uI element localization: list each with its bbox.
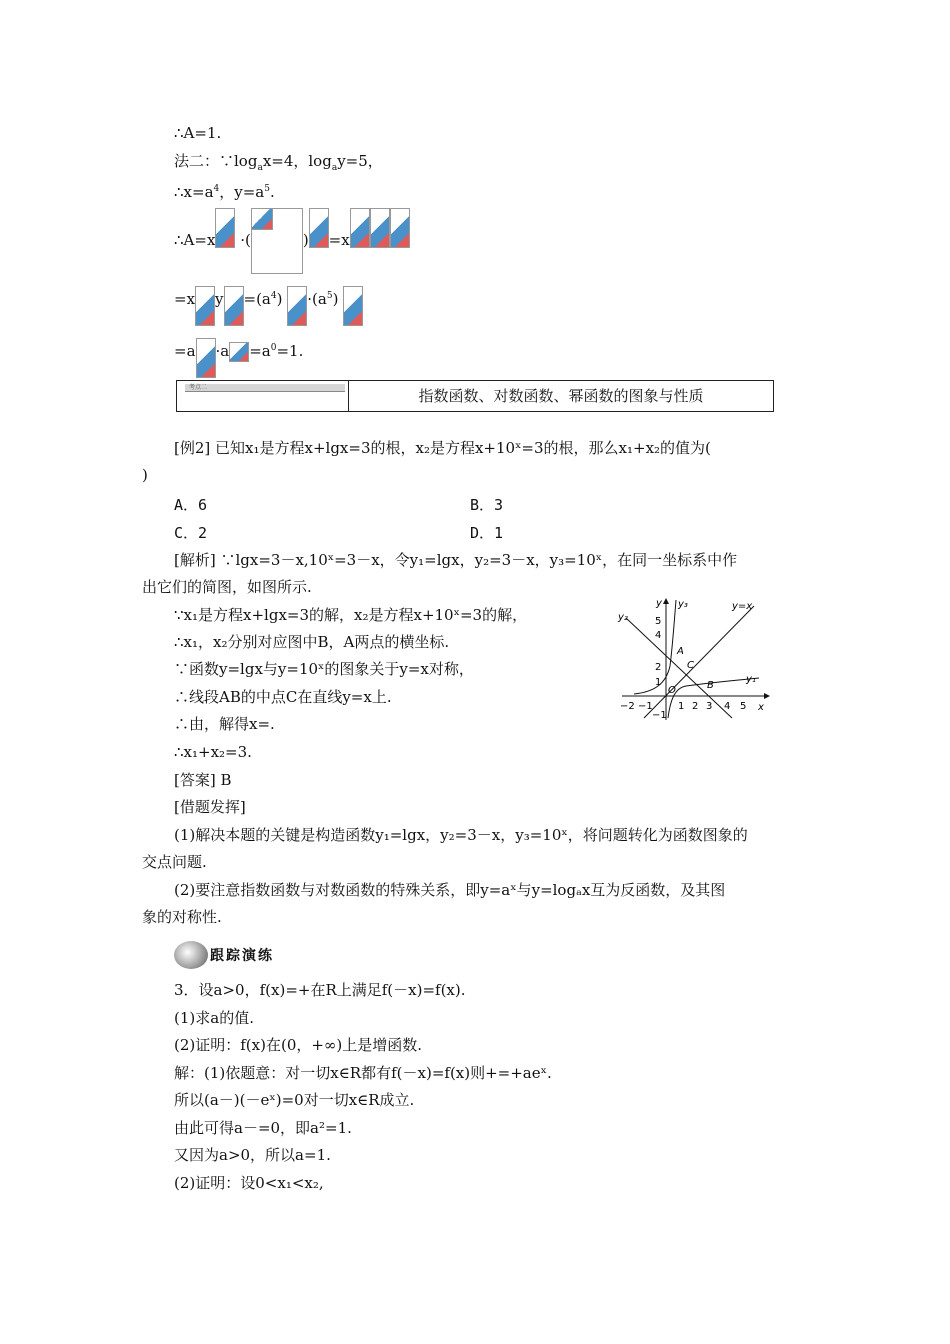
- line-equals-1: =x $y =(a^4) \cdot(a^5)$: [174, 286, 363, 326]
- section-tab-cell: [177, 381, 349, 411]
- label-y3: y₃: [678, 599, 688, 610]
- y-tick: −1: [652, 710, 667, 720]
- x-tick: −2: [620, 701, 635, 712]
- solution-line-2: 所以(a－)(－eˣ)=0对一切x∈R成立.: [174, 1091, 415, 1109]
- label-yx: y=x: [732, 601, 753, 612]
- label-origin: O: [668, 685, 676, 696]
- x-tick: 4: [724, 701, 731, 712]
- practice-badge-icon: [174, 941, 208, 969]
- example-question-cont: ): [142, 466, 148, 484]
- analysis-p6: ∴由，解得x=.: [174, 715, 275, 733]
- solution-line-5: (2)证明：设0<x₁<x₂,: [174, 1174, 324, 1192]
- option-a: A．6: [174, 496, 208, 514]
- jt-heading: [借题发挥]: [174, 798, 246, 816]
- jt-point-1: (1)解决本题的关键是构造函数y₁=lgx，y₂=3－x，y₃=10ˣ，将问题转化为函数图象的: [174, 826, 748, 844]
- label-x: x: [758, 702, 764, 713]
- y-tick: 2: [655, 662, 662, 673]
- solution-line-4: 又因为a>0，所以a=1.: [174, 1146, 331, 1164]
- formula-image-icon: [350, 208, 370, 248]
- y-axis-arrow-icon: [663, 598, 669, 604]
- formula-image-icon: [195, 286, 215, 326]
- line-x-y-values: $\therefore x=a^4$，$y=a^5$.: [174, 183, 275, 201]
- solution-line-1: 解：(1)依题意：对一切x∈R都有f(－x)=f(x)则+=+aeˣ.: [174, 1064, 552, 1082]
- label-y: y: [656, 598, 662, 609]
- analysis-p2: ∵x₁是方程x+lgx=3的解，x₂是方程x+10ˣ=3的解，: [174, 606, 528, 624]
- line-A-expression: ∴A=x ·( ) =x: [174, 208, 410, 274]
- label-point-B: B: [707, 680, 714, 691]
- option-b: B．3: [470, 496, 504, 514]
- section-header-box: [176, 380, 774, 412]
- formula-image-icon: [251, 208, 303, 274]
- x-tick: −1: [638, 701, 653, 712]
- x-tick: 3: [706, 701, 713, 712]
- analysis-p7: ∴x₁+x₂=3.: [174, 743, 252, 761]
- jt-point-2b: 象的对称性.: [142, 908, 222, 926]
- analysis-p1b: 出它们的简图，如图所示.: [142, 578, 312, 596]
- line-equals-2: $=a \cdot a =a^0=1$.: [174, 338, 303, 378]
- label-point-A: A: [677, 646, 684, 657]
- label-y1: y₁: [746, 674, 756, 685]
- analysis-p3: ∴x₁，x₂分别对应图中B，A两点的横坐标.: [174, 633, 450, 651]
- formula-image-icon: [370, 208, 390, 248]
- section-tab-label: 考点二: [185, 384, 345, 392]
- x-tick: 2: [692, 701, 699, 712]
- formula-image-icon: [390, 208, 410, 248]
- x-axis-arrow-icon: [764, 693, 770, 699]
- label-y2: y₂: [618, 612, 628, 623]
- section-title: 指数函数、对数函数、幂函数的图象与性质: [418, 387, 704, 405]
- question-3-part-2: (2)证明：f(x)在(0，+∞)上是增函数.: [174, 1036, 423, 1054]
- question-3: 3．设a>0，f(x)=+在R上满足f(－x)=f(x).: [174, 981, 466, 999]
- jt-point-1b: 交点问题.: [142, 853, 207, 871]
- jt-point-2: (2)要注意指数函数与对数函数的特殊关系，即y=aˣ与y=logₐx互为反函数，及其图: [174, 881, 726, 899]
- y-tick: 4: [655, 630, 662, 641]
- option-d: D．1: [470, 524, 504, 542]
- y-tick: 5: [655, 616, 662, 627]
- option-c: C．2: [174, 524, 208, 542]
- analysis-p4: ∵函数y=lgx与y=10ˣ的图象关于y=x对称，: [174, 660, 474, 678]
- x-tick: 1: [678, 701, 685, 712]
- question-3-part-1: (1)求a的值.: [174, 1009, 254, 1027]
- analysis-p1: [解析] ∵lgx=3－x,10ˣ=3－x，令y₁=lgx，y₂=3－x，y₃=10ˣ，在同一坐标系中作: [174, 551, 738, 569]
- formula-image-icon: [229, 342, 249, 362]
- answer: [答案] B: [174, 771, 232, 789]
- formula-image-icon: [215, 208, 235, 248]
- formula-image-icon: [343, 286, 363, 326]
- formula-image-icon: [287, 286, 307, 326]
- formula-image-icon: [309, 208, 329, 248]
- label-point-C: C: [687, 660, 694, 671]
- x-tick: 5: [740, 701, 747, 712]
- line-method-two: 法二：$\because\log_ax=4$，$\log_ay=5$，: [174, 152, 383, 173]
- analysis-p5: ∴线段AB的中点C在直线y=x上.: [174, 688, 392, 706]
- solution-line-3: 由此可得a－=0，即a²=1.: [174, 1119, 352, 1137]
- example-question: [例2] 已知x₁是方程x+lgx=3的根，x₂是方程x+10ˣ=3的根，那么x₁+x₂的值为(: [174, 439, 711, 457]
- y-tick: 1: [655, 677, 662, 688]
- function-graph-figure: [614, 596, 774, 720]
- practice-header-text: 跟踪演练: [210, 948, 274, 964]
- formula-image-icon: [224, 286, 244, 326]
- formula-image-icon: [196, 338, 216, 378]
- line-conclusion-A: ∴A=1.: [174, 124, 222, 142]
